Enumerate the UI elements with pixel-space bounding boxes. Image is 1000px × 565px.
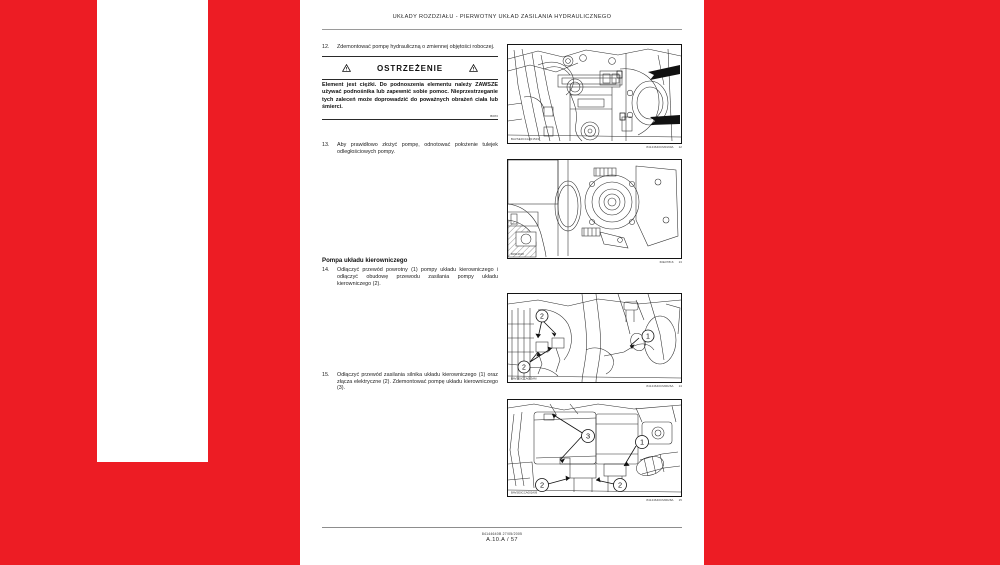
step-15-number: 15. xyxy=(322,372,330,379)
figure-3-caption-number: 14 xyxy=(678,384,682,388)
figure-3-callout-2a-label: 2 xyxy=(540,313,544,321)
figure-2-caption xyxy=(507,259,682,264)
header-divider xyxy=(322,29,682,30)
step-13-text: Aby prawidłowo złożyć pompę, odnotować położenie tulejek odległościowych pompy. xyxy=(337,142,498,155)
figure-4-callout-2a-label: 2 xyxy=(539,480,545,490)
footer-divider xyxy=(322,527,682,528)
step-14-number: 14. xyxy=(322,267,330,274)
figure-2-caption-number: 13 xyxy=(678,260,682,264)
figure-3 xyxy=(507,293,682,388)
footer-page-number: A.10.A / 57 xyxy=(486,537,518,543)
section-heading: Pompa układu kierowniczego xyxy=(322,257,408,265)
figure-2-caption-code: 60E37816 xyxy=(659,260,674,264)
figure-3-caption xyxy=(507,383,682,388)
figure-4-drawing xyxy=(508,400,681,496)
step-13 xyxy=(322,142,498,155)
step-12 xyxy=(322,44,498,51)
warning-text: Element jest ciężki. Do podnoszenia elementu należy ZAWSZE używać podnośnika lub zapewnić sobie pomoc. Nieprzestrzeganie tych zaleceń może doprowadzić do poważnych obrażeń ciała lub śmierci. xyxy=(322,82,498,110)
figure-4-frame xyxy=(507,399,682,497)
figure-4 xyxy=(507,399,682,502)
step-12-text: Zdemontować pompę hydrauliczną o zmiennej objętości roboczej. xyxy=(337,44,495,50)
decorative-white-block xyxy=(97,0,208,462)
figure-4-inner-code: BAVSE0CCA002A09 xyxy=(511,490,538,495)
figure-column xyxy=(507,38,682,506)
figure-3-callout-1-label: 1 xyxy=(646,333,650,341)
warning-box xyxy=(322,56,498,121)
figure-3-inner-code: BAVSE0CCA003AM xyxy=(511,376,537,381)
step-12-number: 12. xyxy=(322,44,330,50)
warning-triangle-icon xyxy=(342,59,351,77)
figure-3-caption-code: 84144640CM0026A xyxy=(646,384,674,388)
figure-3-callout-2b-label: 2 xyxy=(522,364,526,372)
warning-title: OSTRZEŻENIE xyxy=(377,63,443,73)
text-column xyxy=(322,38,498,394)
figure-2-inner-code: B3313618 xyxy=(511,252,524,256)
step-15-text: Odłączyć przewód zasilania silnika układu kierowniczego (1) oraz złącza elektryczne (2). Zdemontować pompę układu kierowniczego (3). xyxy=(337,372,498,392)
figure-1-caption-number: 12 xyxy=(678,145,682,149)
figure-1 xyxy=(507,44,682,149)
page-content-area xyxy=(322,0,682,565)
figure-3-frame xyxy=(507,293,682,383)
figure-1-frame xyxy=(507,44,682,144)
figure-1-inner-code: BAVSE0CCA001503 xyxy=(511,137,540,141)
figure-1-drawing xyxy=(508,45,681,143)
page-header-title: UKŁADY ROZDZIAŁU - PIERWOTNY UKŁAD ZASILANIA HYDRAULICZNEGO xyxy=(392,14,612,20)
figure-1-caption-code: 84144640CM0190A xyxy=(646,145,674,149)
figure-4-callout-3-label: 3 xyxy=(585,431,591,441)
figure-3-drawing xyxy=(508,294,681,382)
step-14 xyxy=(322,267,498,287)
warning-triangle-icon xyxy=(469,59,478,77)
figure-1-caption xyxy=(507,144,682,149)
figure-4-callout-2b-label: 2 xyxy=(617,480,623,490)
figure-2 xyxy=(507,159,682,264)
figure-4-caption-code: 84144640CM0028A xyxy=(646,498,674,502)
step-15 xyxy=(322,372,498,392)
step-13-number: 13. xyxy=(322,142,330,149)
figure-4-caption-number: 15 xyxy=(678,498,682,502)
figure-2-drawing xyxy=(508,160,681,258)
warning-reference-code: B083 xyxy=(490,114,498,119)
manual-page xyxy=(300,0,704,565)
footer-part-code: 84144640B 27/05/2005 xyxy=(481,532,523,536)
figure-4-callout-1-label: 1 xyxy=(639,437,645,447)
warning-bottom-rule xyxy=(322,119,498,120)
page-footer xyxy=(322,527,682,543)
figure-4-caption xyxy=(507,497,682,502)
figure-2-frame xyxy=(507,159,682,259)
warning-header xyxy=(322,57,498,80)
step-14-text: Odłączyć przewód powrotny (1) pompy układu kierowniczego i odłączyć obudowę przewodu zasilania pompy układu kierowniczego (2). xyxy=(337,267,498,287)
